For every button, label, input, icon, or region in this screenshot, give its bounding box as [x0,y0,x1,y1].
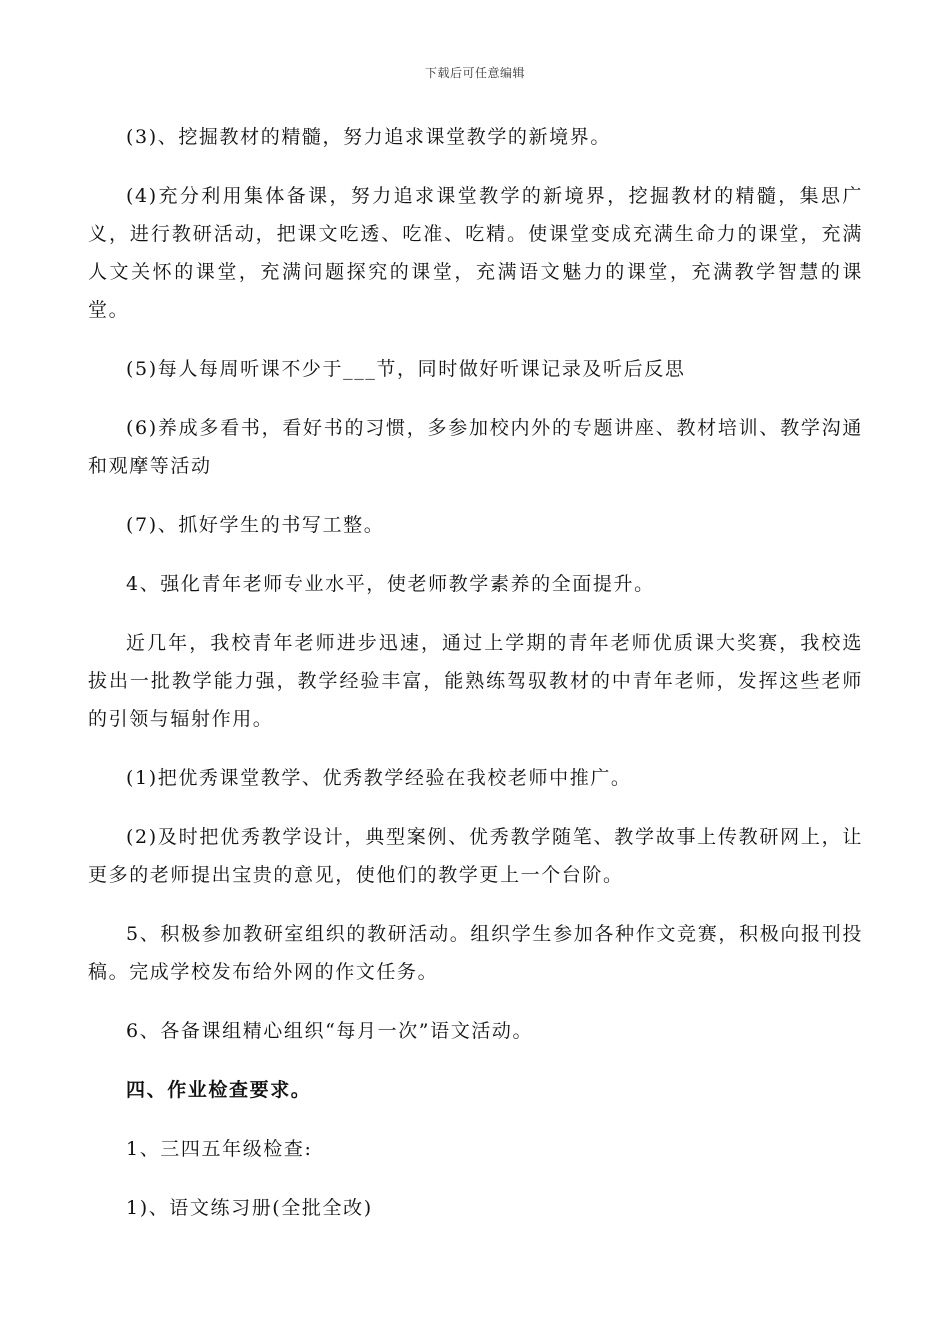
paragraph: (2)及时把优秀教学设计，典型案例、优秀教学随笔、教学故事上传教研网上，让更多的老师提出宝贵的意见，使他们的教学更上一个台阶。 [88,826,863,886]
list-item: 1)、语文练习册(全批全改) [126,1197,373,1219]
paragraph: (7)、抓好学生的书写工整。 [126,514,385,536]
document-body [88,118,863,1248]
header-note: 下载后可任意编辑 [424,66,525,80]
paragraph: (3)、挖掘教材的精髓，努力追求课堂教学的新境界。 [126,126,611,148]
paragraph: (4)充分利用集体备课，努力追求课堂教学的新境界，挖掘教材的精髓，集思广义，进行教研活动，把课文吃透、吃准、吃精。使课堂变成充满生命力的课堂，充满人文关怀的课堂，充满问题探究的课堂，充满语文魅力的课堂，充满教学智慧的课堂。 [88,185,863,321]
section-heading: 四、作业检查要求。 [126,1079,312,1101]
section-item: 5、积极参加教研室组织的教研活动。组织学生参加各种作文竞赛，积极向报刊投稿。完成学校发布给外网的作文任务。 [88,923,863,983]
paragraph: (1)把优秀课堂教学、优秀教学经验在我校老师中推广。 [126,767,632,789]
section-item: 4、强化青年老师专业水平，使老师教学素养的全面提升。 [126,573,655,595]
section-item: 6、各备课组精心组织“每月一次”语文活动。 [126,1020,534,1042]
paragraph: (6)养成多看书，看好书的习惯，多参加校内外的专题讲座、教材培训、教学沟通和观摩等活动 [88,417,863,477]
subsection-item: 1、三四五年级检查: [126,1138,313,1160]
paragraph: 近几年，我校青年老师进步迅速，通过上学期的青年老师优质课大奖赛，我校选拔出一批教学能力强，教学经验丰富，能熟练驾驭教材的中青年老师，发挥这些老师的引领与辐射作用。 [88,632,863,730]
paragraph: (5)每人每周听课不少于___节，同时做好听课记录及听后反思 [126,358,686,380]
